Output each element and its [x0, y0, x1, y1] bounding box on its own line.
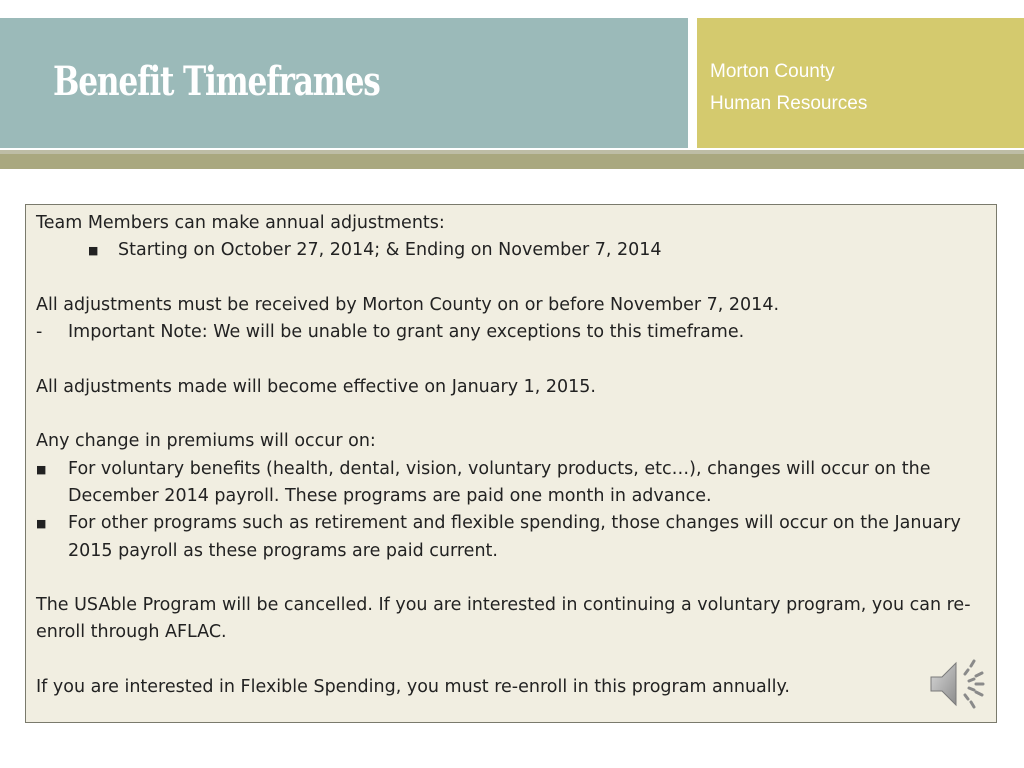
note-item [36, 319, 986, 346]
effective-date-text: All adjustments made will become effective on January 1, 2015. [36, 376, 596, 397]
organization-label [710, 56, 867, 120]
usable-program-text: The USAble Program will be cancelled. If you are interested in continuing a voluntary program, you can re-enroll through AFLAC. [36, 595, 971, 643]
note-text: Important Note: We will be unable to grant any exceptions to this timeframe. [68, 322, 745, 343]
square-bullet-icon: ■ [36, 517, 47, 531]
square-bullet-icon: ■ [36, 462, 47, 476]
square-bullet-icon: ■ [88, 244, 99, 258]
organization-name: Morton County [710, 61, 835, 82]
dash-marker: - [36, 322, 43, 343]
deadline-text: All adjustments must be received by Morton County on or before November 7, 2014. [36, 294, 780, 315]
content-body [36, 210, 986, 701]
premium-bullet-item [36, 456, 986, 511]
premium-bullet-text: For voluntary benefits (health, dental, vision, voluntary products, etc…), changes will occur on the December 2014 payroll. These programs are paid one month in advance. [68, 458, 931, 506]
flexible-spending-text: If you are interested in Flexible Spending, you must re-enroll in this program annually. [36, 677, 790, 698]
premium-bullet-item [36, 510, 986, 565]
dates-bullet-text: Starting on October 27, 2014; & Ending on November 7, 2014 [118, 240, 662, 261]
divider-stripe-dark [0, 154, 1024, 169]
premiums-intro-text: Any change in premiums will occur on: [36, 431, 376, 452]
department-name: Human Resources [710, 93, 868, 114]
intro-text: Team Members can make annual adjustments: [36, 213, 445, 233]
dates-bullet-item [36, 237, 986, 264]
speaker-icon[interactable] [928, 656, 986, 712]
slide-title: Benefit Timeframes [53, 58, 380, 105]
premium-bullet-text: For other programs such as retirement and flexible spending, those changes will occur on the January 2015 payroll as these programs are paid current. [68, 513, 961, 561]
